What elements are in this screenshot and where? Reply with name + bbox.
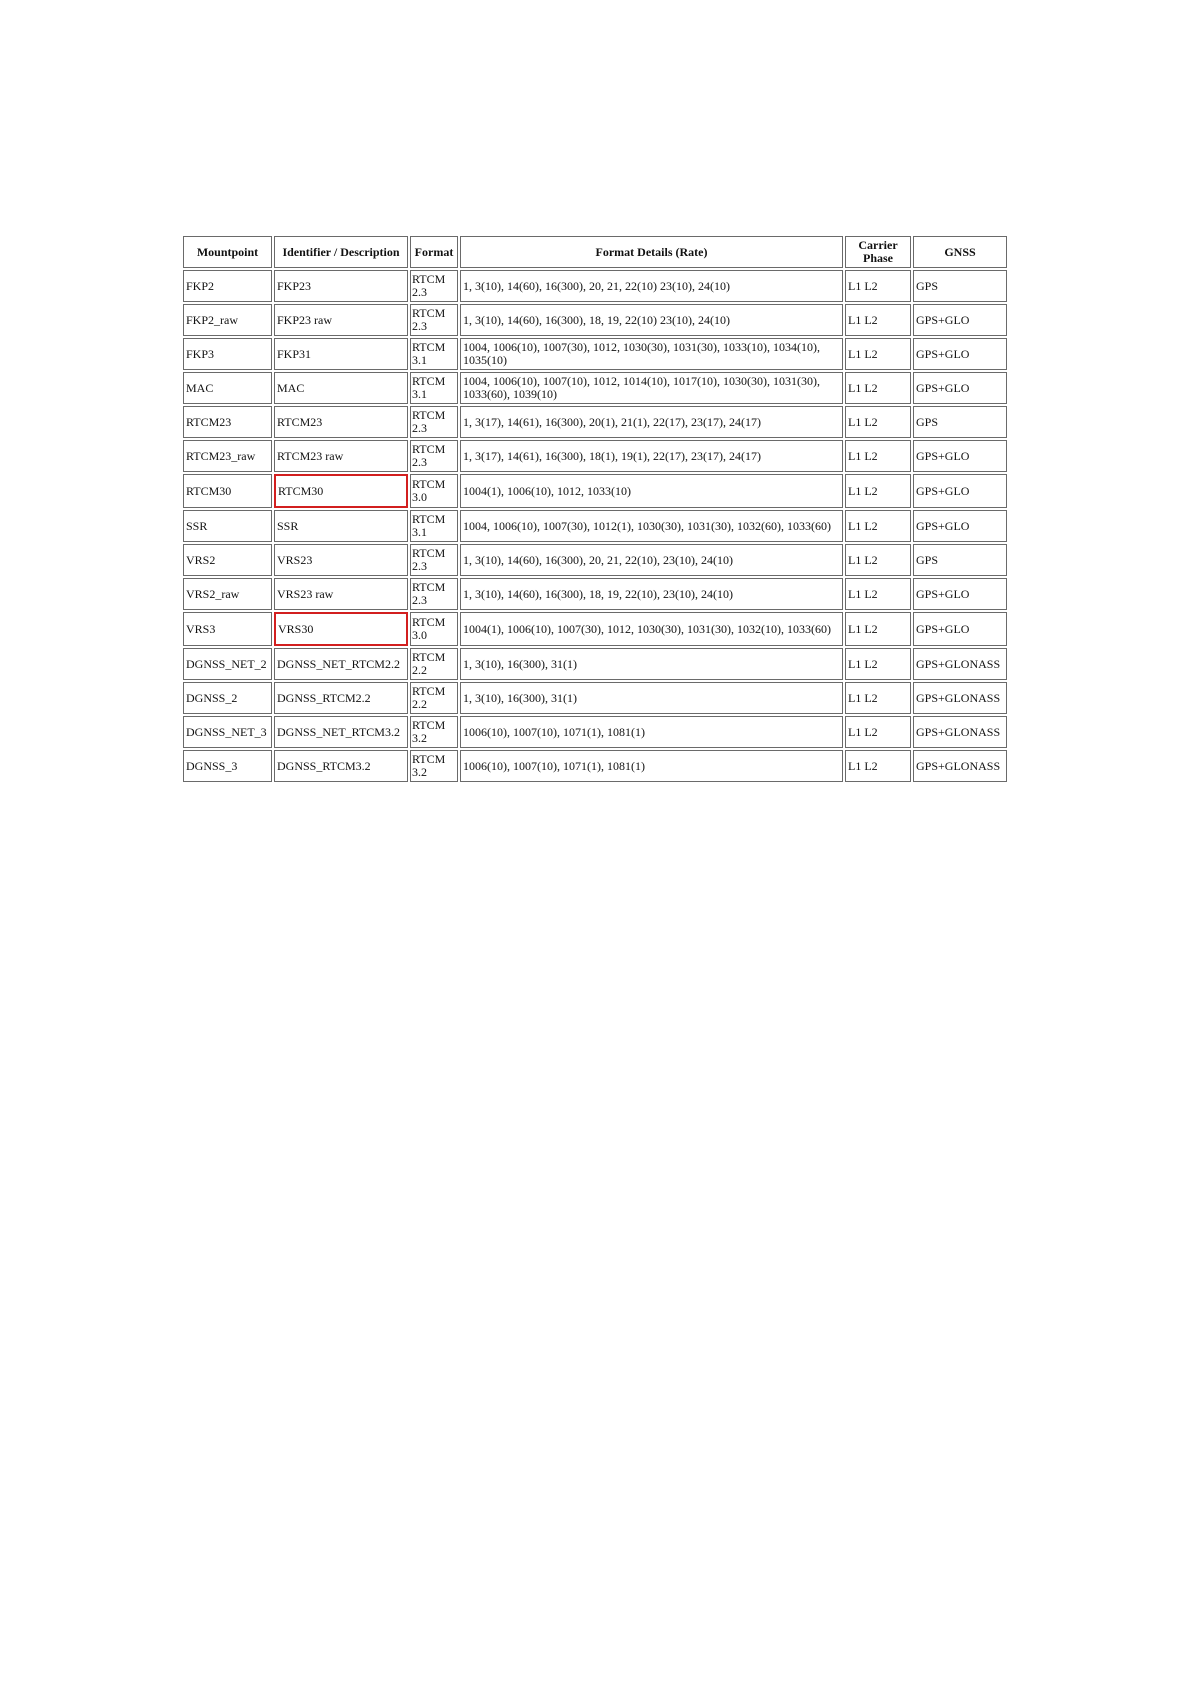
cell-carrier-phase: L1 L2: [845, 510, 911, 542]
cell-format: RTCM 3.1: [410, 338, 458, 370]
cell-format-details: 1004, 1006(10), 1007(30), 1012, 1030(30), 1031(30), 1033(10), 1034(10), 1035(10): [460, 338, 843, 370]
cell-gnss: GPS: [913, 270, 1007, 302]
cell-format: RTCM 2.3: [410, 304, 458, 336]
cell-carrier-phase: L1 L2: [845, 648, 911, 680]
cell-format: RTCM 2.3: [410, 406, 458, 438]
cell-format-details: 1004(1), 1006(10), 1012, 1033(10): [460, 474, 843, 508]
cell-gnss: GPS+GLO: [913, 474, 1007, 508]
cell-gnss: GPS+GLONASS: [913, 750, 1007, 782]
cell-gnss: GPS+GLONASS: [913, 682, 1007, 714]
table-row: [183, 648, 1007, 680]
cell-mountpoint: DGNSS_NET_3: [183, 716, 272, 748]
cell-format-details: 1, 3(17), 14(61), 16(300), 18(1), 19(1), 22(17), 23(17), 24(17): [460, 440, 843, 472]
cell-carrier-phase: L1 L2: [845, 406, 911, 438]
cell-format: RTCM 2.2: [410, 682, 458, 714]
cell-format-details: 1, 3(10), 16(300), 31(1): [460, 648, 843, 680]
cell-format-details: 1004, 1006(10), 1007(30), 1012(1), 1030(30), 1031(30), 1032(60), 1033(60): [460, 510, 843, 542]
header-identifier: Identifier / Description: [274, 236, 408, 268]
cell-format-details: 1, 3(10), 14(60), 16(300), 20, 21, 22(10) 23(10), 24(10): [460, 270, 843, 302]
cell-identifier: VRS23: [274, 544, 408, 576]
table-row: [183, 578, 1007, 610]
cell-identifier: FKP23: [274, 270, 408, 302]
table-row: [183, 544, 1007, 576]
cell-mountpoint: RTCM23: [183, 406, 272, 438]
cell-carrier-phase: L1 L2: [845, 304, 911, 336]
cell-format: RTCM 3.1: [410, 510, 458, 542]
table-row: [183, 682, 1007, 714]
cell-identifier: RTCM23: [274, 406, 408, 438]
cell-format: RTCM 3.0: [410, 474, 458, 508]
cell-format: RTCM 3.2: [410, 716, 458, 748]
header-gnss: GNSS: [913, 236, 1007, 268]
cell-identifier: DGNSS_RTCM3.2: [274, 750, 408, 782]
cell-gnss: GPS+GLO: [913, 440, 1007, 472]
cell-format-details: 1004(1), 1006(10), 1007(30), 1012, 1030(30), 1031(30), 1032(10), 1033(60): [460, 612, 843, 646]
cell-gnss: GPS+GLONASS: [913, 716, 1007, 748]
cell-carrier-phase: L1 L2: [845, 372, 911, 404]
cell-identifier: DGNSS_NET_RTCM3.2: [274, 716, 408, 748]
cell-gnss: GPS+GLO: [913, 510, 1007, 542]
cell-identifier: VRS30: [274, 612, 408, 646]
cell-identifier: FKP23 raw: [274, 304, 408, 336]
cell-identifier: RTCM23 raw: [274, 440, 408, 472]
cell-mountpoint: SSR: [183, 510, 272, 542]
cell-format: RTCM 2.3: [410, 578, 458, 610]
table-row: [183, 474, 1007, 508]
cell-gnss: GPS: [913, 406, 1007, 438]
cell-gnss: GPS+GLO: [913, 612, 1007, 646]
cell-identifier: RTCM30: [274, 474, 408, 508]
cell-carrier-phase: L1 L2: [845, 612, 911, 646]
table-row: [183, 406, 1007, 438]
cell-gnss: GPS+GLONASS: [913, 648, 1007, 680]
cell-gnss: GPS: [913, 544, 1007, 576]
cell-format-details: 1004, 1006(10), 1007(10), 1012, 1014(10), 1017(10), 1030(30), 1031(30), 1033(60), 1039(10): [460, 372, 843, 404]
cell-mountpoint: VRS2: [183, 544, 272, 576]
table-row: [183, 750, 1007, 782]
table-row: [183, 304, 1007, 336]
cell-format: RTCM 2.3: [410, 270, 458, 302]
table-row: [183, 612, 1007, 646]
cell-carrier-phase: L1 L2: [845, 338, 911, 370]
cell-gnss: GPS+GLO: [913, 338, 1007, 370]
cell-format: RTCM 3.0: [410, 612, 458, 646]
table-row: [183, 716, 1007, 748]
cell-format-details: 1006(10), 1007(10), 1071(1), 1081(1): [460, 750, 843, 782]
cell-format: RTCM 2.3: [410, 544, 458, 576]
cell-identifier: DGNSS_RTCM2.2: [274, 682, 408, 714]
cell-mountpoint: VRS2_raw: [183, 578, 272, 610]
cell-identifier: SSR: [274, 510, 408, 542]
cell-identifier: DGNSS_NET_RTCM2.2: [274, 648, 408, 680]
cell-carrier-phase: L1 L2: [845, 682, 911, 714]
header-format: Format: [410, 236, 458, 268]
table-row: [183, 440, 1007, 472]
cell-carrier-phase: L1 L2: [845, 750, 911, 782]
cell-mountpoint: DGNSS_3: [183, 750, 272, 782]
cell-identifier: FKP31: [274, 338, 408, 370]
cell-identifier: VRS23 raw: [274, 578, 408, 610]
cell-mountpoint: MAC: [183, 372, 272, 404]
cell-carrier-phase: L1 L2: [845, 544, 911, 576]
table-row: [183, 270, 1007, 302]
header-mountpoint: Mountpoint: [183, 236, 272, 268]
cell-format-details: 1006(10), 1007(10), 1071(1), 1081(1): [460, 716, 843, 748]
cell-mountpoint: RTCM23_raw: [183, 440, 272, 472]
cell-carrier-phase: L1 L2: [845, 716, 911, 748]
cell-mountpoint: VRS3: [183, 612, 272, 646]
cell-mountpoint: DGNSS_NET_2: [183, 648, 272, 680]
cell-format: RTCM 2.2: [410, 648, 458, 680]
cell-mountpoint: RTCM30: [183, 474, 272, 508]
cell-gnss: GPS+GLO: [913, 304, 1007, 336]
cell-mountpoint: FKP2: [183, 270, 272, 302]
cell-mountpoint: FKP2_raw: [183, 304, 272, 336]
cell-mountpoint: FKP3: [183, 338, 272, 370]
table-header-row: [183, 236, 1007, 268]
cell-format: RTCM 3.1: [410, 372, 458, 404]
cell-identifier: MAC: [274, 372, 408, 404]
cell-format-details: 1, 3(10), 14(60), 16(300), 18, 19, 22(10) 23(10), 24(10): [460, 304, 843, 336]
cell-mountpoint: DGNSS_2: [183, 682, 272, 714]
table-row: [183, 510, 1007, 542]
table-body: [183, 270, 1007, 782]
cell-format-details: 1, 3(10), 16(300), 31(1): [460, 682, 843, 714]
mountpoint-table-container: [181, 234, 1009, 784]
cell-carrier-phase: L1 L2: [845, 440, 911, 472]
cell-gnss: GPS+GLO: [913, 578, 1007, 610]
cell-format-details: 1, 3(17), 14(61), 16(300), 20(1), 21(1), 22(17), 23(17), 24(17): [460, 406, 843, 438]
header-carrier-phase: Carrier Phase: [845, 236, 911, 268]
header-format-details: Format Details (Rate): [460, 236, 843, 268]
cell-carrier-phase: L1 L2: [845, 474, 911, 508]
table-row: [183, 338, 1007, 370]
cell-format: RTCM 3.2: [410, 750, 458, 782]
mountpoint-table: [181, 234, 1009, 784]
table-row: [183, 372, 1007, 404]
cell-gnss: GPS+GLO: [913, 372, 1007, 404]
cell-format: RTCM 2.3: [410, 440, 458, 472]
cell-carrier-phase: L1 L2: [845, 578, 911, 610]
cell-format-details: 1, 3(10), 14(60), 16(300), 18, 19, 22(10), 23(10), 24(10): [460, 578, 843, 610]
cell-format-details: 1, 3(10), 14(60), 16(300), 20, 21, 22(10), 23(10), 24(10): [460, 544, 843, 576]
cell-carrier-phase: L1 L2: [845, 270, 911, 302]
